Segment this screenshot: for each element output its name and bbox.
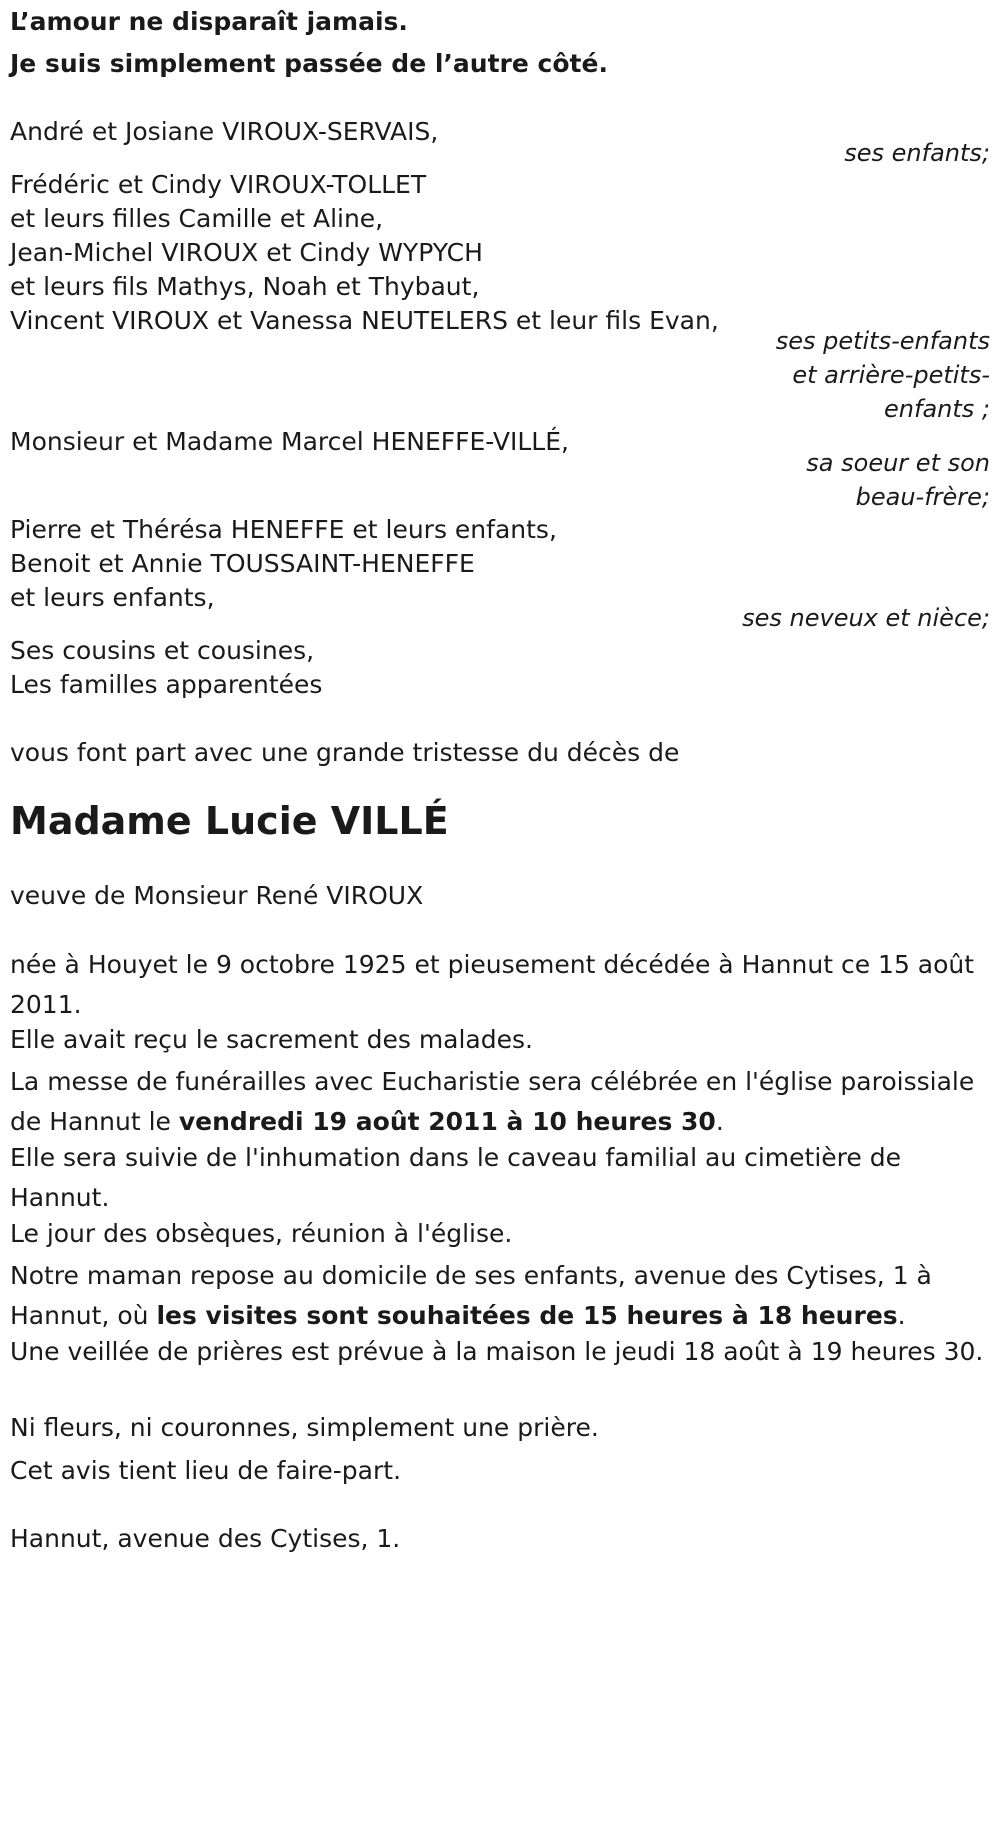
meeting-text: Le jour des obsèques, réunion à l'église. (10, 1219, 513, 1248)
cousins-line-1: Ses cousins et cousines, (10, 636, 315, 665)
quote-line-1: L’amour ne disparaît jamais. (10, 7, 408, 36)
address-text: Hannut, avenue des Cytises, 1. (10, 1524, 401, 1553)
rest-prefix: Notre maman repose au domicile de ses enfants, avenue des Cytises, 1 à Hannut, où (10, 1261, 932, 1330)
quote-line-2: Je suis simplement passée de l’autre côté. (10, 49, 608, 78)
mass-suffix: . (715, 1107, 724, 1136)
grandchildren-role-2: et arrière-petits- (792, 361, 990, 389)
rest-suffix: . (897, 1301, 906, 1330)
grandchildren-role-3: enfants ; (884, 395, 990, 423)
rest-paragraph (10, 1256, 990, 1336)
sacrament-text: Elle avait reçu le sacrement des malades. (10, 1025, 533, 1054)
mass-paragraph (10, 1062, 990, 1142)
deceased-name: Madame Lucie VILLÉ (10, 799, 449, 843)
flowers-text: Ni fleurs, ni couronnes, simplement une prière. (10, 1413, 599, 1442)
burial-text: Elle sera suivie de l'inhumation dans le caveau familial au cimetière de Hannut. (10, 1143, 901, 1212)
grandchildren-line-3: Jean-Michel VIROUX et Cindy WYPYCH (10, 238, 483, 267)
children-line: André et Josiane VIROUX-SERVAIS, (10, 117, 439, 146)
sister-line: Monsieur et Madame Marcel HENEFFE-VILLÉ, (10, 427, 569, 456)
mass-prefix: La messe de funérailles avec Eucharistie sera célébrée en l'église paroissiale de Hannut le (10, 1067, 975, 1136)
announcement-text: vous font part avec une grande tristesse du décès de (10, 738, 680, 767)
sister-role-1: sa soeur et son (806, 449, 990, 477)
nephews-line-2: Benoit et Annie TOUSSAINT-HENEFFE (10, 549, 475, 578)
vigil-text: Une veillée de prières est prévue à la maison le jeudi 18 août à 19 heures 30. (10, 1337, 984, 1366)
grandchildren-role-1: ses petits-enfants (775, 327, 990, 355)
grandchildren-line-2: et leurs filles Camille et Aline, (10, 204, 384, 233)
sister-role-2: beau-frère; (855, 483, 990, 511)
mass-date: vendredi 19 août 2011 à 10 heures 30 (178, 1107, 716, 1136)
birth-death-text: née à Houyet le 9 octobre 1925 et pieusement décédée à Hannut ce 15 août 2011. (10, 950, 975, 1019)
cousins-line-2: Les familles apparentées (10, 670, 323, 699)
nephews-line-1: Pierre et Thérésa HENEFFE et leurs enfants, (10, 515, 557, 544)
grandchildren-line-5: Vincent VIROUX et Vanessa NEUTELERS et leur fils Evan, (10, 306, 719, 335)
notice-text: Cet avis tient lieu de faire-part. (10, 1456, 402, 1485)
children-role: ses enfants; (844, 139, 990, 167)
rest-visits: les visites sont souhaitées de 15 heures à 18 heures (156, 1301, 898, 1330)
widow-of: veuve de Monsieur René VIROUX (10, 881, 424, 910)
nephews-line-3: et leurs enfants, (10, 583, 215, 612)
nephews-role: ses neveux et nièce; (742, 604, 990, 632)
grandchildren-line-4: et leurs fils Mathys, Noah et Thybaut, (10, 272, 480, 301)
grandchildren-line-1: Frédéric et Cindy VIROUX-TOLLET (10, 170, 427, 199)
